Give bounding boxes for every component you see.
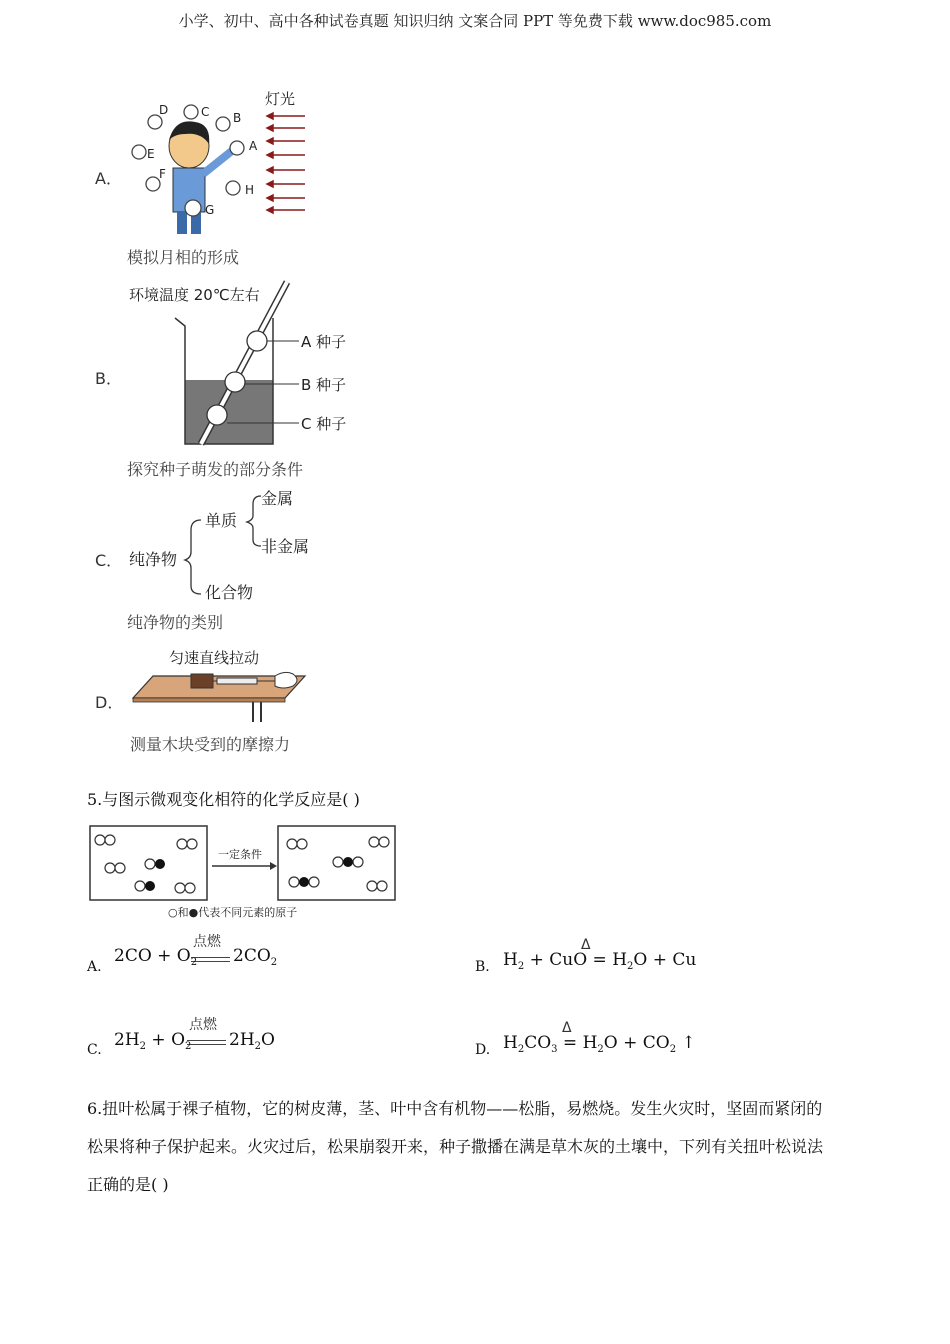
class-single: 单质: [205, 511, 238, 530]
class-root: 纯净物: [129, 550, 178, 569]
eq-a-condition: 点燃: [193, 934, 221, 950]
question-6-text: [87, 1090, 877, 1204]
friction-experiment-figure: [125, 646, 315, 726]
eq-b-equation: $H_2$ + CuO = $H_2O + Cu$: [503, 950, 697, 972]
ball-letter: H: [245, 183, 255, 197]
class-compound: 化合物: [205, 583, 254, 602]
eq-d-equation: $H_2CO_3 = H_2O + CO_2$ ↑: [503, 1033, 696, 1055]
class-nonmetal: 非金属: [261, 537, 310, 556]
eq-c-lhs: $2H_2 + O_2$: [114, 1030, 192, 1052]
person-figure: [169, 121, 233, 234]
ball-letter: G: [205, 203, 215, 217]
seed-c-label: C 种子: [301, 415, 347, 433]
eq-c-rhs: $2H_2O$: [229, 1030, 275, 1052]
condition-label: 一定条件: [218, 848, 262, 861]
question-6-line: 正确的是( ): [87, 1175, 169, 1194]
light-label: 灯光: [265, 90, 296, 108]
micro-change-diagram: [88, 824, 400, 922]
eq-b-label: B.: [475, 959, 490, 975]
eq-d-condition: Δ: [562, 1020, 572, 1036]
question-5-text: 5.与图示微观变化相符的化学反应是( ): [87, 790, 360, 809]
eq-a-rhs: $2CO_2$: [233, 946, 278, 968]
ball-letter: F: [159, 167, 166, 181]
eq-a-lhs: $2CO + O_2$: [114, 946, 198, 968]
option-c-caption: 纯净物的类别: [127, 613, 224, 632]
eq-d-label: D.: [475, 1042, 491, 1058]
env-temp-label: 环境温度 20℃左右: [129, 286, 260, 304]
seed-a-label: A 种子: [301, 333, 347, 351]
ball-letter: E: [147, 147, 155, 161]
moon-phase-figure: [125, 88, 315, 238]
pull-label: 匀速直线拉动: [169, 649, 260, 667]
question-6-line: 松果将种子保护起来。火灾过后，松果崩裂开来，种子撒播在满是草木灰的土壤中，下列有关扭叶松说法: [87, 1137, 824, 1156]
eq-c-label: C.: [87, 1042, 102, 1058]
eq-c-condition: 点燃: [189, 1017, 217, 1033]
option-b-caption: 探究种子萌发的部分条件: [127, 460, 304, 479]
eq-b-condition: Δ: [581, 937, 591, 953]
option-a-label: A．: [95, 169, 122, 188]
question-6-line: 6.扭叶松属于裸子植物，它的树皮薄，茎、叶中含有机物——松脂，易燃烧。发生火灾时，坚固而紧闭的: [87, 1099, 823, 1118]
option-b-label: B．: [95, 369, 122, 388]
legend-text: ○和●代表不同元素的原子: [168, 906, 298, 919]
pure-substance-classification: [125, 484, 345, 604]
class-metal: 金属: [261, 489, 294, 508]
ball-letter: B: [233, 111, 242, 125]
ball-letter: C: [201, 105, 210, 119]
option-a-caption: 模拟月相的形成: [127, 248, 240, 267]
seed-b-label: B 种子: [301, 376, 347, 394]
ball-letter: A: [249, 139, 258, 153]
option-d-label: D．: [95, 693, 124, 712]
light-arrows: [267, 113, 305, 213]
page-header: 小学、初中、高中各种试卷真题 知识归纳 文案合同 PPT 等免费下载 www.doc985.com: [178, 12, 772, 30]
option-c-label: C．: [95, 551, 123, 570]
ball-letter: D: [159, 103, 169, 117]
option-d-caption: 测量木块受到的摩擦力: [130, 735, 291, 754]
eq-c-sign: [187, 1040, 226, 1045]
eq-a-label: A.: [87, 959, 102, 975]
seed-germination-figure: [125, 278, 365, 450]
